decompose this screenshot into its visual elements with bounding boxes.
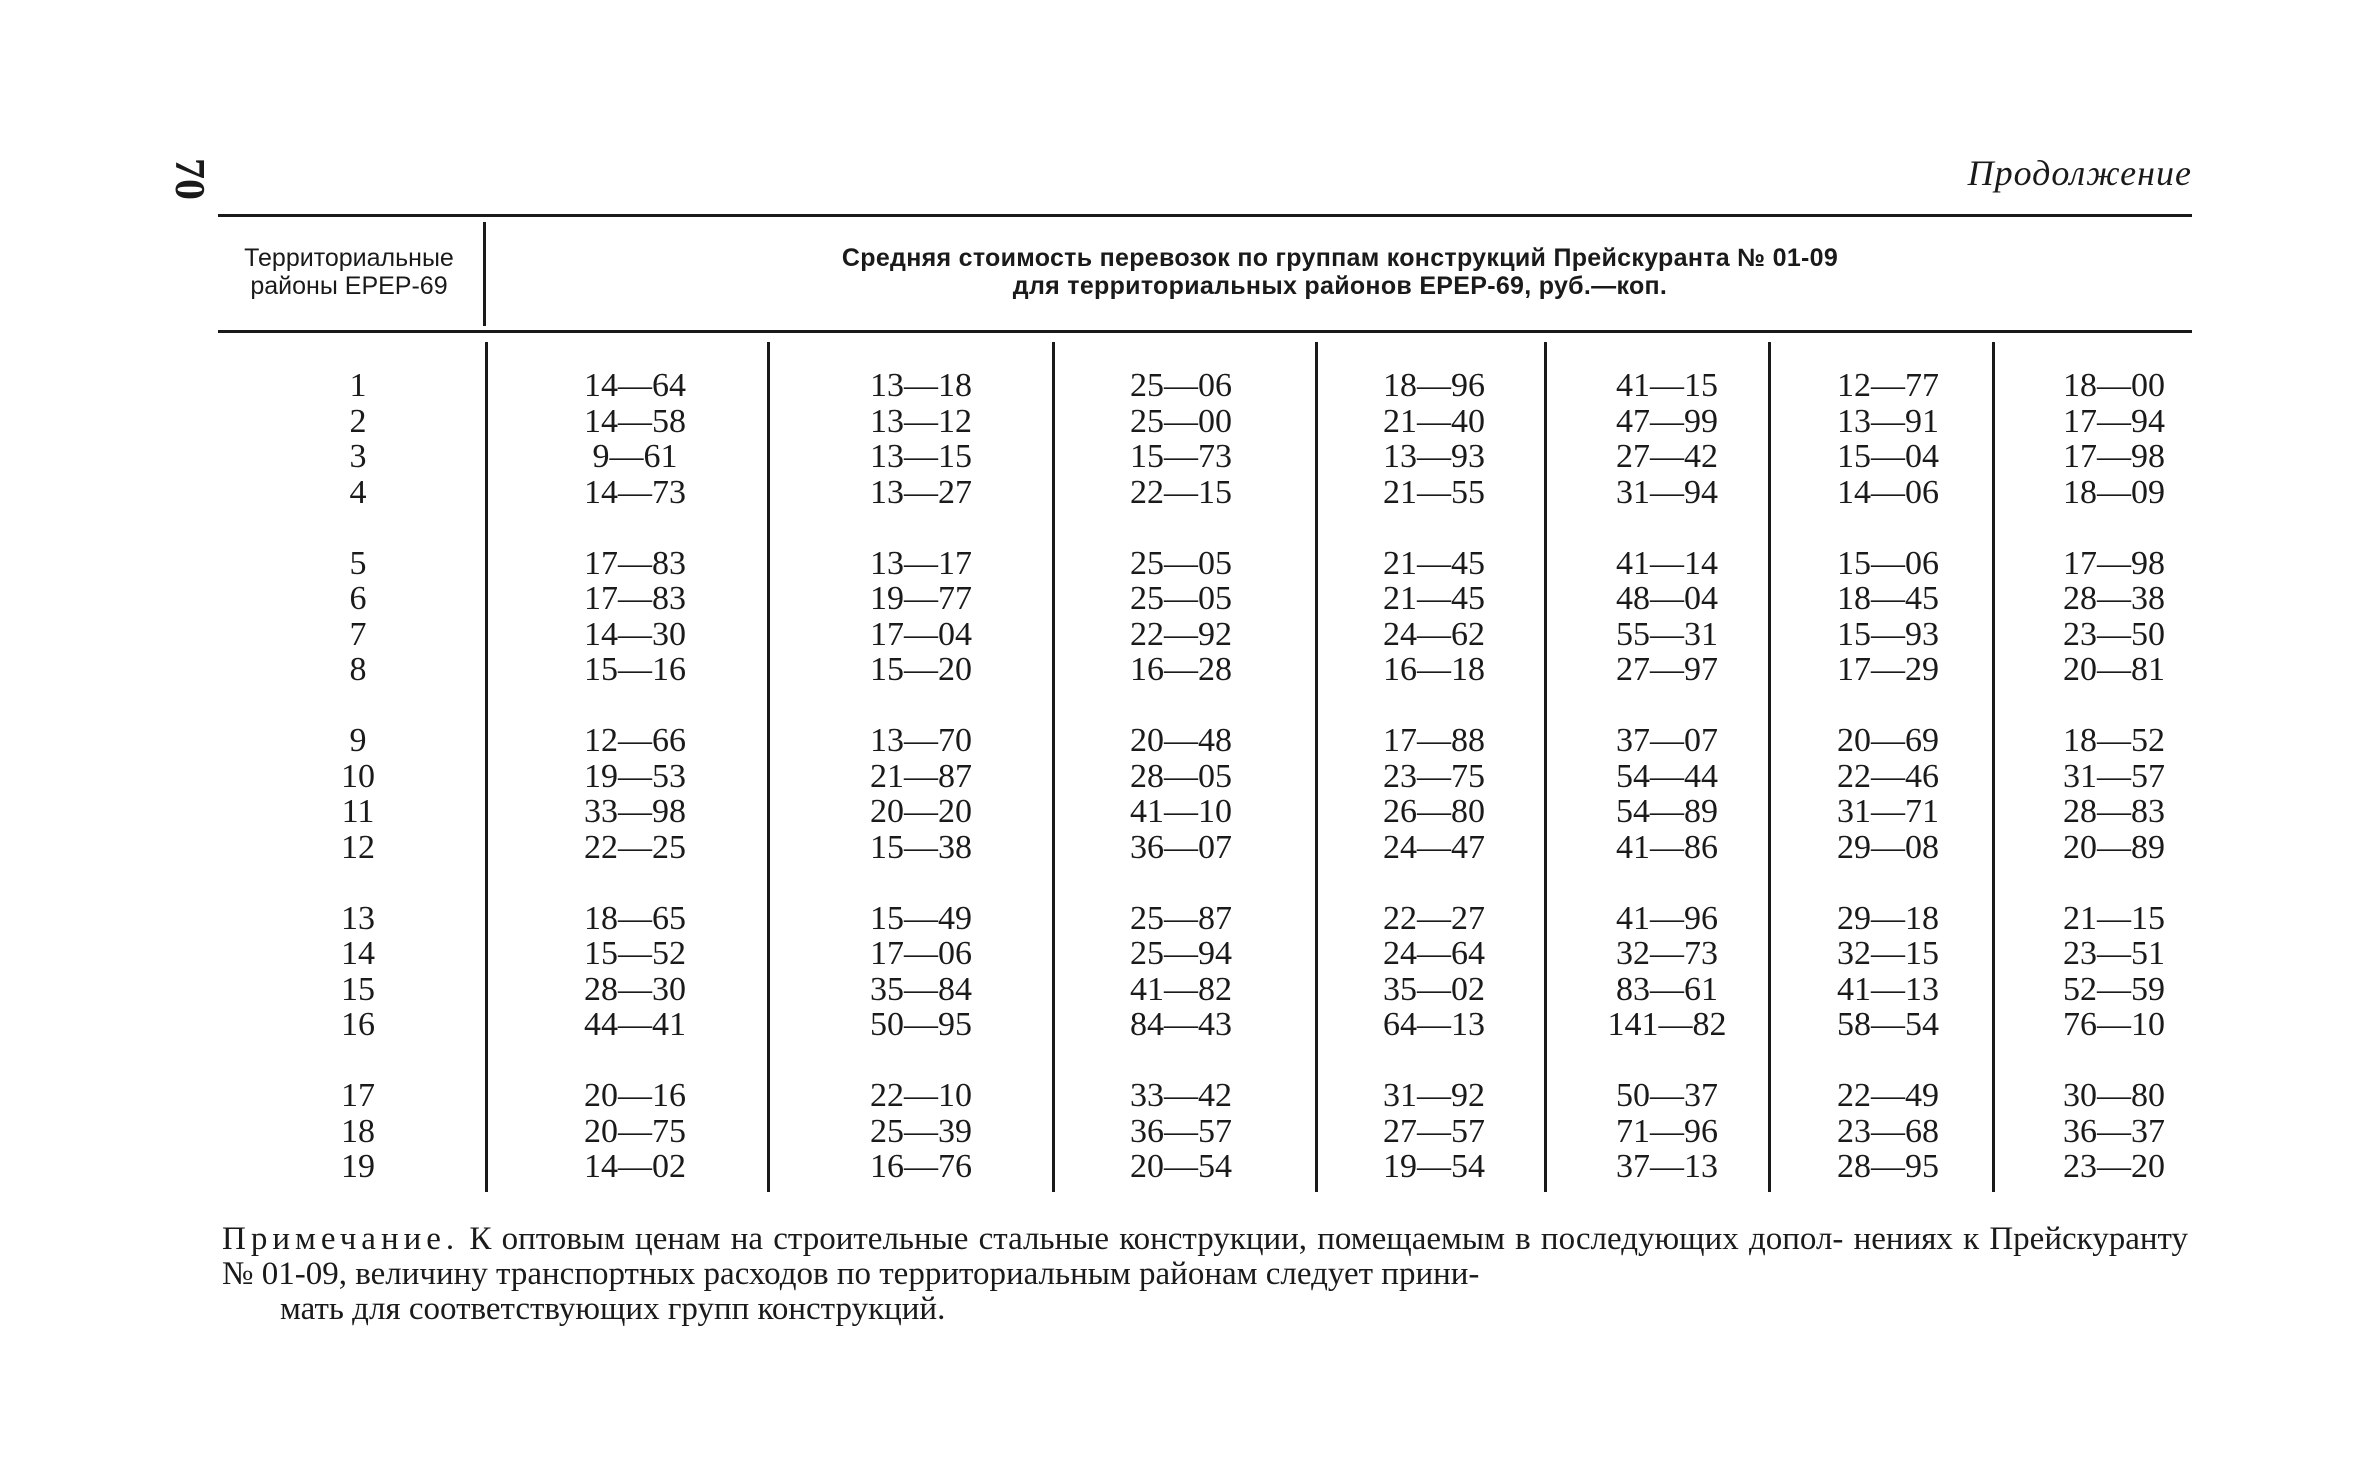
table-cell: 17—06 [870,935,972,972]
header-regions-line1: Территориальные [244,244,454,272]
table-cell: 21—45 [1383,580,1485,617]
table-cell: 33—42 [1130,1077,1232,1114]
table-cell: 35—84 [870,970,972,1008]
row-group-gap [1557,688,1777,724]
table-cell: 22—27 [1383,899,1485,937]
table-cell: 19—77 [870,580,972,617]
table-cell: 25—39 [870,1112,972,1150]
table-cell: 19—53 [584,757,686,795]
table-cell: 29—08 [1837,828,1939,866]
table-cell: 14—58 [584,402,686,440]
column-divider [767,342,770,1192]
table-cell: 27—57 [1383,1112,1485,1150]
table-cell: 31—94 [1616,473,1718,511]
table-cell: 31—57 [2063,757,2165,795]
table-cell: 30—80 [2063,1077,2165,1114]
table-cell: 12 [341,828,375,866]
table-cell: 7 [349,615,367,653]
header-cost [490,244,2190,300]
table-cell: 32—15 [1837,935,1939,972]
row-group-gap [1557,1043,1777,1079]
table-cell: 9—61 [592,438,678,475]
table-cell: 15—38 [870,828,972,866]
table-cell: 14—02 [584,1148,686,1185]
table-cell: 4 [349,473,367,511]
table-cell: 17—83 [584,580,686,617]
cost-column-4 [1314,368,1554,1185]
footnote-line2: нениях к Прейскуранту № 01-09, величину транспортных расходов по территориальным районам следует прини- [222,1221,2188,1292]
row-group-gap [1314,1043,1554,1079]
footnote-lead: Примечание. [222,1221,460,1257]
table-cell: 37—13 [1616,1148,1718,1185]
footnote [222,1222,2188,1327]
table-cell: 41—14 [1616,544,1718,582]
table-cell: 17—98 [2063,544,2165,582]
row-group-gap [791,510,1051,546]
header-regions-line2: районы ЕРЕР-69 [250,272,448,300]
table-cell: 21—15 [2063,899,2165,937]
row-group-gap [1314,510,1554,546]
table-cell: 14—06 [1837,473,1939,511]
row-group-gap [1778,688,1998,724]
table-cell: 20—69 [1837,722,1939,759]
table-cell: 3 [349,438,367,475]
table-cell: 20—48 [1130,722,1232,759]
table-cell: 16—28 [1130,651,1232,688]
table-cell: 29—18 [1837,899,1939,937]
table-cell: 17 [341,1077,375,1114]
table-cell: 24—64 [1383,935,1485,972]
row-group-gap [505,1043,765,1079]
table-cell: 25—94 [1130,935,1232,972]
row-group-gap [1778,865,1998,901]
table-cell: 14—73 [584,473,686,511]
table-cell: 21—45 [1383,544,1485,582]
table-cell: 13—12 [870,402,972,440]
table-cell: 41—10 [1130,793,1232,830]
table-cell: 17—29 [1837,651,1939,688]
cost-table [218,338,2192,1200]
table-cell: 13—17 [870,544,972,582]
table-cell: 21—87 [870,757,972,795]
header-cost-line2: для территориальных районов ЕРЕР-69, руб.—коп. [1012,272,1668,300]
table-cell: 54—89 [1616,793,1718,830]
footnote-line3: мать для соответствующих групп конструкций. [280,1291,946,1327]
table-cell: 1 [349,367,367,404]
column-divider [485,342,488,1192]
cost-column-1 [505,368,765,1185]
table-cell: 15—93 [1837,615,1939,653]
table-cell: 22—49 [1837,1077,1939,1114]
table-cell: 76—10 [2063,1006,2165,1043]
table-cell: 14 [341,935,375,972]
column-divider [1052,342,1055,1192]
table-cell: 54—44 [1616,757,1718,795]
table-cell: 15—16 [584,651,686,688]
table-cell: 12—66 [584,722,686,759]
table-cell: 23—68 [1837,1112,1939,1150]
row-group-gap [238,510,478,546]
table-cell: 27—97 [1616,651,1718,688]
table-cell: 6 [349,580,367,617]
row-group-gap [791,865,1051,901]
table-cell: 23—75 [1383,757,1485,795]
table-cell: 23—51 [2063,935,2165,972]
table-cell: 58—54 [1837,1006,1939,1043]
table-cell: 24—47 [1383,828,1485,866]
table-cell: 24—62 [1383,615,1485,653]
table-cell: 13—93 [1383,438,1485,475]
table-cell: 31—92 [1383,1077,1485,1114]
table-cell: 12—77 [1837,367,1939,404]
cost-column-5 [1557,368,1777,1185]
table-cell: 15—06 [1837,544,1939,582]
table-cell: 25—05 [1130,580,1232,617]
table-cell: 17—04 [870,615,972,653]
table-cell: 15—49 [870,899,972,937]
table-cell: 22—46 [1837,757,1939,795]
cost-column-2 [791,368,1051,1185]
table-cell: 20—89 [2063,828,2165,866]
table-cell: 36—37 [2063,1112,2165,1150]
table-cell: 41—82 [1130,970,1232,1008]
header-regions [218,244,480,300]
table-cell: 19 [341,1148,375,1185]
region-column [238,368,478,1185]
table-cell: 22—25 [584,828,686,866]
row-group-gap [238,865,478,901]
table-cell: 25—00 [1130,402,1232,440]
row-group-gap [791,688,1051,724]
table-cell: 18—96 [1383,367,1485,404]
table-cell: 14—64 [584,367,686,404]
table-cell: 84—43 [1130,1006,1232,1043]
table-cell: 44—41 [584,1006,686,1043]
table-cell: 13—18 [870,367,972,404]
table-cell: 25—87 [1130,899,1232,937]
table-cell: 15—20 [870,651,972,688]
table-cell: 13—27 [870,473,972,511]
table-cell: 18 [341,1112,375,1150]
table-cell: 5 [349,544,367,582]
table-cell: 21—55 [1383,473,1485,511]
table-cell: 13—70 [870,722,972,759]
table-cell: 20—75 [584,1112,686,1150]
table-cell: 2 [349,402,367,440]
table-cell: 23—50 [2063,615,2165,653]
row-group-gap [2004,510,2224,546]
row-group-gap [1314,865,1554,901]
table-cell: 55—31 [1616,615,1718,653]
row-group-gap [2004,865,2224,901]
table-cell: 11 [341,793,375,830]
table-cell: 36—07 [1130,828,1232,866]
row-group-gap [791,1043,1051,1079]
row-group-gap [1557,865,1777,901]
table-cell: 19—54 [1383,1148,1485,1185]
table-cell: 20—20 [870,793,972,830]
table-cell: 28—95 [1837,1148,1939,1185]
continuation-label: Продолжение [1967,153,2192,193]
table-cell: 41—13 [1837,970,1939,1008]
table-header-rule [218,330,2192,333]
table-cell: 41—15 [1616,367,1718,404]
table-cell: 52—59 [2063,970,2165,1008]
table-cell: 14—30 [584,615,686,653]
row-group-gap [1061,1043,1301,1079]
table-cell: 20—54 [1130,1148,1232,1185]
table-cell: 18—09 [2063,473,2165,511]
table-cell: 28—05 [1130,757,1232,795]
row-group-gap [505,865,765,901]
table-cell: 18—45 [1837,580,1939,617]
table-cell: 33—98 [584,793,686,830]
row-group-gap [2004,1043,2224,1079]
row-group-gap [1061,688,1301,724]
table-cell: 17—83 [584,544,686,582]
table-cell: 37—07 [1616,722,1718,759]
row-group-gap [238,1043,478,1079]
row-group-gap [238,688,478,724]
table-cell: 50—37 [1616,1077,1718,1114]
table-cell: 22—92 [1130,615,1232,653]
table-top-rule [218,214,2192,217]
row-group-gap [1061,865,1301,901]
row-group-gap [505,688,765,724]
row-group-gap [505,510,765,546]
table-cell: 32—73 [1616,935,1718,972]
table-cell: 25—05 [1130,544,1232,582]
table-cell: 17—98 [2063,438,2165,475]
table-cell: 31—71 [1837,793,1939,830]
table-cell: 41—86 [1616,828,1718,866]
table-cell: 17—94 [2063,402,2165,440]
table-cell: 20—81 [2063,651,2165,688]
page-number: 70 [166,158,212,200]
table-cell: 16 [341,1006,375,1043]
cost-column-7 [2004,368,2224,1185]
table-cell: 35—02 [1383,970,1485,1008]
table-cell: 26—80 [1383,793,1485,830]
row-group-gap [1061,510,1301,546]
header-cost-line1: Средняя стоимость перевозок по группам конструкций Прейскуранта № 01-09 [841,244,1839,272]
table-cell: 16—18 [1383,651,1485,688]
table-cell: 141—82 [1607,1006,1727,1043]
table-cell: 18—52 [2063,722,2165,759]
row-group-gap [1557,510,1777,546]
table-cell: 22—15 [1130,473,1232,511]
table-cell: 13—15 [870,438,972,475]
table-cell: 15—73 [1130,438,1232,475]
table-cell: 17—88 [1383,722,1485,759]
table-cell: 21—40 [1383,402,1485,440]
table-cell: 15—52 [584,935,686,972]
table-cell: 36—57 [1130,1112,1232,1150]
row-group-gap [2004,688,2224,724]
table-cell: 15—04 [1837,438,1939,475]
table-cell: 27—42 [1616,438,1718,475]
table-cell: 15 [341,970,375,1008]
table-cell: 10 [341,757,375,795]
table-cell: 20—16 [584,1077,686,1114]
table-cell: 13 [341,899,375,937]
row-group-gap [1778,510,1998,546]
table-cell: 28—30 [584,970,686,1008]
table-cell: 41—96 [1616,899,1718,937]
table-cell: 18—00 [2063,367,2165,404]
row-group-gap [1778,1043,1998,1079]
table-cell: 13—91 [1837,402,1939,440]
table-cell: 28—83 [2063,793,2165,830]
table-cell: 22—10 [870,1077,972,1114]
table-cell: 47—99 [1616,402,1718,440]
table-cell: 64—13 [1383,1006,1485,1043]
table-cell: 28—38 [2063,580,2165,617]
table-cell: 83—61 [1616,970,1718,1008]
table-cell: 9 [349,722,367,759]
table-cell: 18—65 [584,899,686,937]
cost-column-6 [1778,368,1998,1185]
table-cell: 25—06 [1130,367,1232,404]
row-group-gap [1314,688,1554,724]
cost-column-3 [1061,368,1301,1185]
footnote-line1: К оптовым ценам на строительные стальные конструкции, помещаемым в последующих допол- [459,1221,1844,1257]
table-cell: 23—20 [2063,1148,2165,1185]
table-cell: 48—04 [1616,580,1718,617]
table-cell: 8 [349,651,367,688]
table-cell: 16—76 [870,1148,972,1185]
table-cell: 71—96 [1616,1112,1718,1150]
table-cell: 50—95 [870,1006,972,1043]
header-divider [483,222,486,326]
